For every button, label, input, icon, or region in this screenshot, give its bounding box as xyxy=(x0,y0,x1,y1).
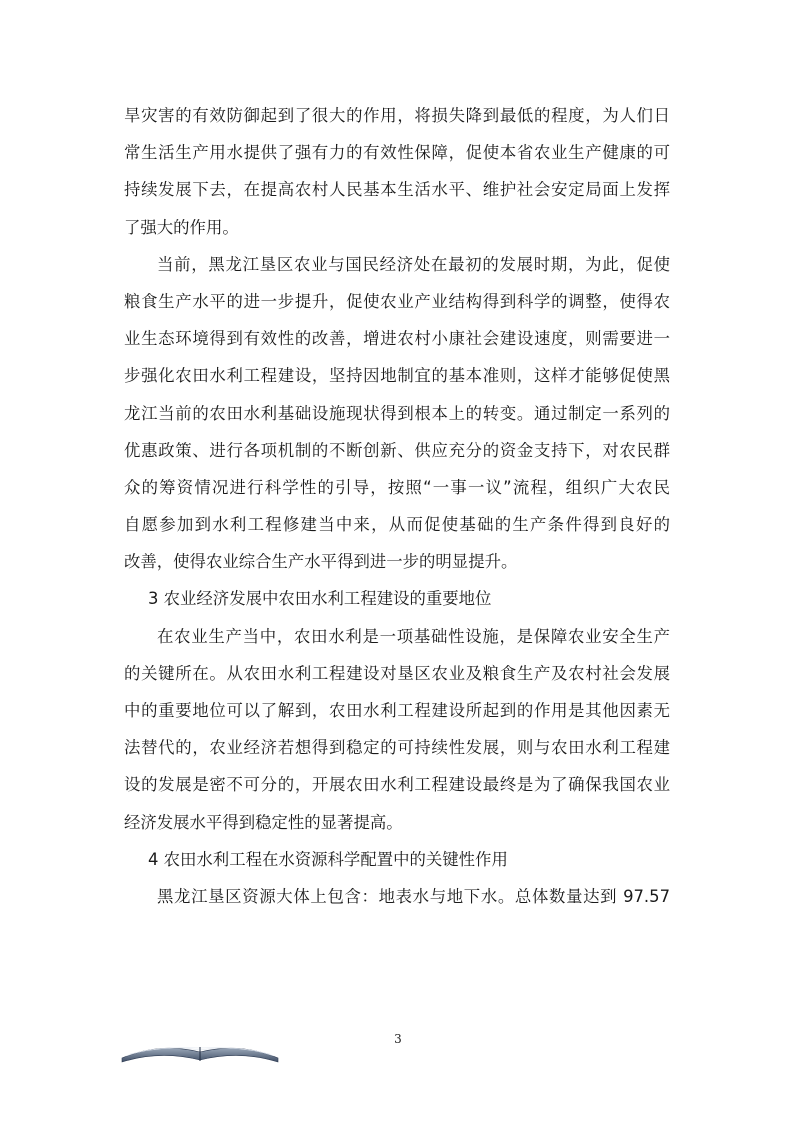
text-line: 了强大的作用。 xyxy=(124,217,239,237)
text-line: 的关键所在。从农田水利工程建设对垦区农业及粮食生产及农村社会发展 xyxy=(124,663,670,683)
section-heading: 4 农田水利工程在水资源科学配置中的关键性作用 xyxy=(148,849,508,869)
text-line: 自愿参加到水利工程修建当中来，从而促使基础的生产条件得到良好的 xyxy=(124,515,670,535)
text-line: 业生态环境得到有效性的改善，增进农村小康社会建设速度，则需要进一 xyxy=(124,329,670,349)
open-book-icon xyxy=(120,1038,280,1064)
text-line: 常生活生产用水提供了强有力的有效性保障，促使本省农业生产健康的可 xyxy=(124,143,670,163)
text-line: 中的重要地位可以了解到，农田水利工程建设所起到的作用是其他因素无 xyxy=(124,701,670,720)
text-line: 优惠政策、进行各项机制的不断创新、供应充分的资金支持下，对农民群 xyxy=(124,440,670,460)
text-line: 众的筹资情况进行科学性的引导，按照“一事一议”流程，组织广大农民 xyxy=(124,477,670,497)
section-heading: 3 农业经济发展中农田水利工程建设的重要地位 xyxy=(148,589,492,609)
text-line: 步强化农田水利工程建设，坚持因地制宜的基本准则，这样才能够促使黑 xyxy=(124,366,670,386)
page-number: 3 xyxy=(394,1032,402,1046)
text-line: 设的发展是密不可分的，开展农田水利工程建设最终是为了确保我国农业 xyxy=(124,775,670,795)
text-line: 持续发展下去，在提高农村人民基本生活水平、维护社会安定局面上发挥 xyxy=(124,180,670,200)
text-line: 旱灾害的有效防御起到了很大的作用，将损失降到最低的程度，为人们日 xyxy=(124,106,670,125)
text-line: 法替代的，农业经济若想得到稳定的可持续性发展，则与农田水利工程建 xyxy=(124,738,670,758)
text-line: 当前，黑龙江垦区农业与国民经济处在最初的发展时期，为此，促使 xyxy=(157,254,670,274)
text-line: 黑龙江垦区资源大体上包含：地表水与地下水。总体数量达到 97.57 xyxy=(157,886,670,906)
text-line: 经济发展水平得到稳定性的显著提高。 xyxy=(124,812,403,832)
body-text xyxy=(124,97,670,915)
text-line: 龙江当前的农田水利基础设施现状得到根本上的转变。通过制定一系列的 xyxy=(124,403,670,423)
text-line: 在农业生产当中，农田水利是一项基础性设施，是保障农业安全生产 xyxy=(157,626,670,646)
text-line: 粮食生产水平的进一步提升，促使农业产业结构得到科学的调整，使得农 xyxy=(124,291,670,311)
text-line: 改善，使得农业综合生产水平得到进一步的明显提升。 xyxy=(124,552,518,572)
